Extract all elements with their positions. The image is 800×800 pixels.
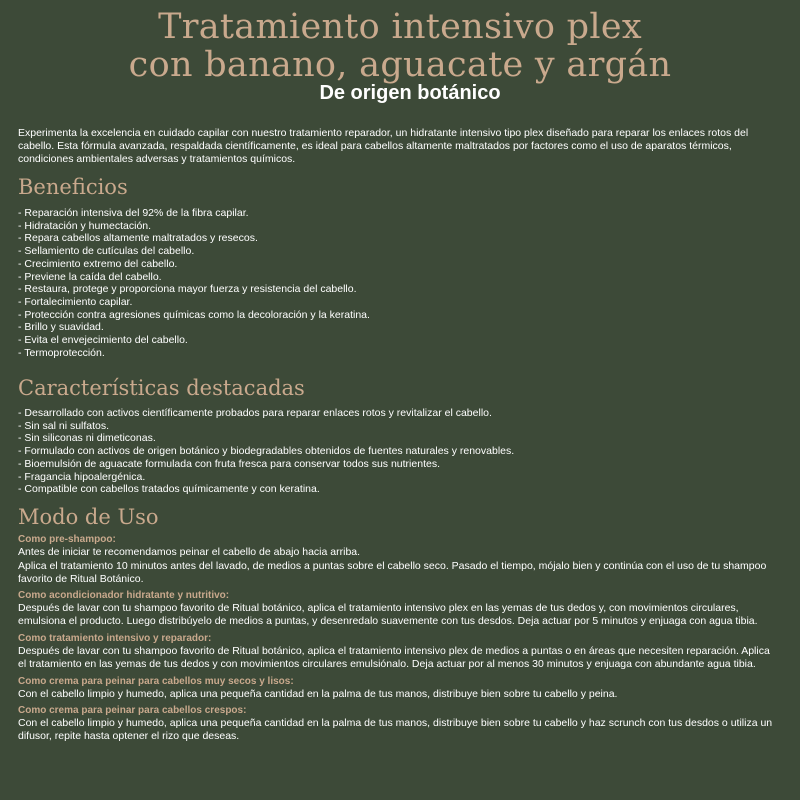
tratamiento-text: Después de lavar con tu shampoo favorito de Ritual botánico, aplica el tratamiento intensivo plex de medios a puntas o en áreas que necesiten reparación. Aplica el tratamiento en las yemas de tus dedos y con movimientos circulares emulsiónalo. Deja actuar por al menos 30 minutos y enjuaga con abundante agua tibia.	[18, 644, 770, 670]
tratamiento-label: Como tratamiento intensivo y reparador:	[18, 632, 212, 644]
page-title	[0, 8, 800, 84]
pre-shampoo-label: Como pre-shampoo:	[18, 534, 116, 545]
page-subtitle: De origen botánico	[319, 82, 501, 104]
list-item: - Protección contra agresiones químicas como la decoloración y la keratina.	[18, 309, 780, 322]
list-item: - Fragancia hipoalergénica.	[18, 471, 780, 484]
crema-crespos-label: Como crema para peinar para cabellos crespos:	[18, 705, 247, 717]
crema-crespos-text: Con el cabello limpio y humedo, aplica una pequeña cantidad en la palma de tus manos, distribuye bien sobre tu cabello y haz scrunch con tus desdos o utiliza un difusor, repite hasta optener el rizo que deseas.	[18, 717, 773, 743]
intro-paragraph: Experimenta la excelencia en cuidado capilar con nuestro tratamiento reparador, un hidratante intensivo tipo plex diseñado para reparar los enlaces rotos del cabello. Esta fórmula avanzada, respaldada científicamente, es ideal para cabellos altamente maltratados por factores como el uso de aparatos térmicos, condiciones ambientales adversas y tratamientos químicos.	[18, 127, 749, 165]
pre-shampoo-text-1: Antes de iniciar te recomendamos peinar el cabello de abajo hacia arriba.	[18, 546, 361, 558]
title-line-2: con banano, aguacate y argán	[128, 45, 672, 85]
caracteristicas-heading: Características destacadas	[18, 376, 305, 400]
list-item: - Restaura, protege y proporciona mayor fuerza y resistencia del cabello.	[18, 283, 780, 296]
list-item: - Reparación intensiva del 92% de la fibra capilar.	[18, 207, 780, 220]
modo-uso-heading: Modo de Uso	[18, 505, 159, 529]
beneficios-list	[18, 207, 780, 359]
acondicionador-text: Después de lavar con tu shampoo favorito de Ritual botánico, aplica el tratamiento intensivo plex en las yemas de tus dedos y, con movimientos circulares, emulsiona el producto. Luego distribúyelo de medios a puntas, y desenredalo suavemente con tus desdos. Deja actuar por 5 minutos y enjuaga con agua tibia.	[18, 602, 758, 628]
list-item: - Evita el envejecimiento del cabello.	[18, 334, 780, 347]
crema-secos-text: Con el cabello limpio y humedo, aplica una pequeña cantidad en la palma de tus manos, distribuye bien sobre tu cabello y peina.	[18, 687, 618, 700]
list-item: - Formulado con activos de origen botánico y biodegradables obtenidos de fuentes naturales y renovables.	[18, 445, 780, 458]
list-item: - Previene la caída del cabello.	[18, 271, 780, 284]
list-item: - Desarrollado con activos científicamente probados para reparar enlaces rotos y revitalizar el cabello.	[18, 407, 780, 420]
beneficios-heading: Beneficios	[18, 175, 128, 199]
list-item: - Repara cabellos altamente maltratados y resecos.	[18, 232, 780, 245]
title-line-1: Tratamiento intensivo plex	[158, 7, 642, 47]
acondicionador-label: Como acondicionador hidratante y nutritivo:	[18, 590, 230, 602]
list-item: - Sin sal ni sulfatos.	[18, 420, 780, 433]
pre-shampoo-text-2: Aplica el tratamiento 10 minutos antes del lavado, de medios a puntas sobre el cabello seco. Pasado el tiempo, mójalo bien y continúa con el uso de tu shampoo favorito de Ritual Botánico.	[18, 559, 767, 585]
list-item: - Compatible con cabellos tratados químicamente y con keratina.	[18, 483, 780, 496]
list-item: - Hidratación y humectación.	[18, 220, 780, 233]
modo-uso-section	[18, 533, 778, 744]
list-item: - Bioemulsión de aguacate formulada con fruta fresca para conservar todos sus nutrientes.	[18, 458, 780, 471]
list-item: - Crecimiento extremo del cabello.	[18, 258, 780, 271]
caracteristicas-list	[18, 407, 780, 496]
list-item: - Sellamiento de cutículas del cabello.	[18, 245, 780, 258]
list-item: - Brillo y suavidad.	[18, 321, 780, 334]
list-item: - Sin siliconas ni dimeticonas.	[18, 432, 780, 445]
crema-secos-label: Como crema para peinar para cabellos muy secos y lisos:	[18, 675, 294, 687]
list-item: - Termoprotección.	[18, 347, 780, 360]
list-item: - Fortalecimiento capilar.	[18, 296, 780, 309]
